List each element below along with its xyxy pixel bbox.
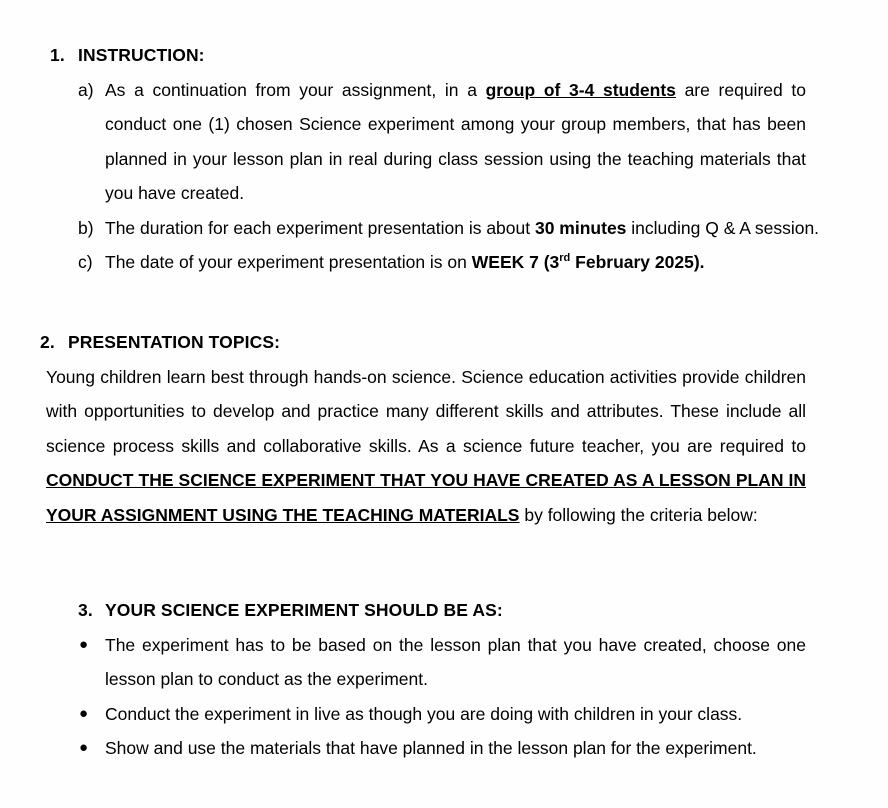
criteria-bullet-1-text: The experiment has to be based on the lesson plan that you have created, choose one lesson plan to conduct as the experiment. xyxy=(105,634,806,689)
instruction-item-b xyxy=(0,211,888,246)
section-experiment-criteria xyxy=(0,593,888,766)
criteria-bullet-2-text: Conduct the experiment in live as though you are doing with children in your class. xyxy=(105,703,743,724)
instruction-item-b-emphasis: 30 minutes xyxy=(534,217,627,238)
criteria-bullet-2 xyxy=(0,697,888,732)
section-1-number: 1. xyxy=(50,45,65,65)
section-2-title: PRESENTATION TOPICS: xyxy=(68,332,281,352)
instruction-item-c-marker: c) xyxy=(78,252,93,272)
instruction-item-b-text-after: including Q & A session. xyxy=(626,217,820,238)
presentation-topics-paragraph xyxy=(46,360,806,533)
instruction-item-a-marker: a) xyxy=(78,79,94,100)
instruction-item-a xyxy=(0,73,888,211)
presentation-paragraph-outro: by following the criteria below: xyxy=(519,504,758,525)
instruction-item-c xyxy=(0,245,888,280)
instruction-item-c-emphasis-suffix: February 2025). xyxy=(570,252,705,272)
instruction-item-c-emphasis-superscript: rd xyxy=(559,252,571,265)
section-1-heading xyxy=(0,38,888,73)
section-presentation-topics xyxy=(0,325,888,532)
presentation-paragraph-emphasis: CONDUCT THE SCIENCE EXPERIMENT THAT YOU HAVE CREATED AS A LESSON PLAN IN YOUR ASSIGNMENT USING THE TEACHING MATERIALS xyxy=(46,470,806,525)
criteria-bullet-1 xyxy=(0,628,888,697)
instruction-item-a-emphasis: group of 3-4 students xyxy=(485,79,676,100)
criteria-bullet-3-text: Show and use the materials that have planned in the lesson plan for the experiment. xyxy=(105,738,757,758)
bullet-icon: ● xyxy=(79,704,89,722)
instruction-item-c-text-before: The date of your experiment presentation is on xyxy=(105,252,472,272)
section-2-heading xyxy=(0,325,888,360)
section-3-number: 3. xyxy=(78,600,93,620)
section-1-title: INSTRUCTION: xyxy=(78,45,205,65)
section-instruction xyxy=(0,38,888,280)
section-3-title: YOUR SCIENCE EXPERIMENT SHOULD BE AS: xyxy=(105,600,503,620)
section-2-number: 2. xyxy=(40,332,55,352)
instruction-item-a-text-before: As a continuation from your assignment, in a xyxy=(105,79,486,100)
instruction-item-b-marker: b) xyxy=(78,217,94,238)
bullet-icon: ● xyxy=(79,739,89,756)
instruction-item-a-text-after: are required to conduct one (1) chosen Science experiment among your group members, that has been planned in your lesson plan in real during class session using the teaching materials that you have created. xyxy=(105,79,806,203)
section-3-heading xyxy=(0,593,888,628)
criteria-bullet-3 xyxy=(0,731,888,766)
instruction-item-c-emphasis-prefix: WEEK 7 (3 xyxy=(471,252,560,272)
presentation-paragraph-intro: Young children learn best through hands-on science. Science education activities provide children with opportunities to develop and practice many different skills and attributes. These include all science process skills and collaborative skills. As a science future teacher, you are required to xyxy=(46,366,806,456)
bullet-icon: ● xyxy=(79,635,89,653)
instruction-item-b-text-before: The duration for each experiment presentation is about xyxy=(105,217,535,238)
